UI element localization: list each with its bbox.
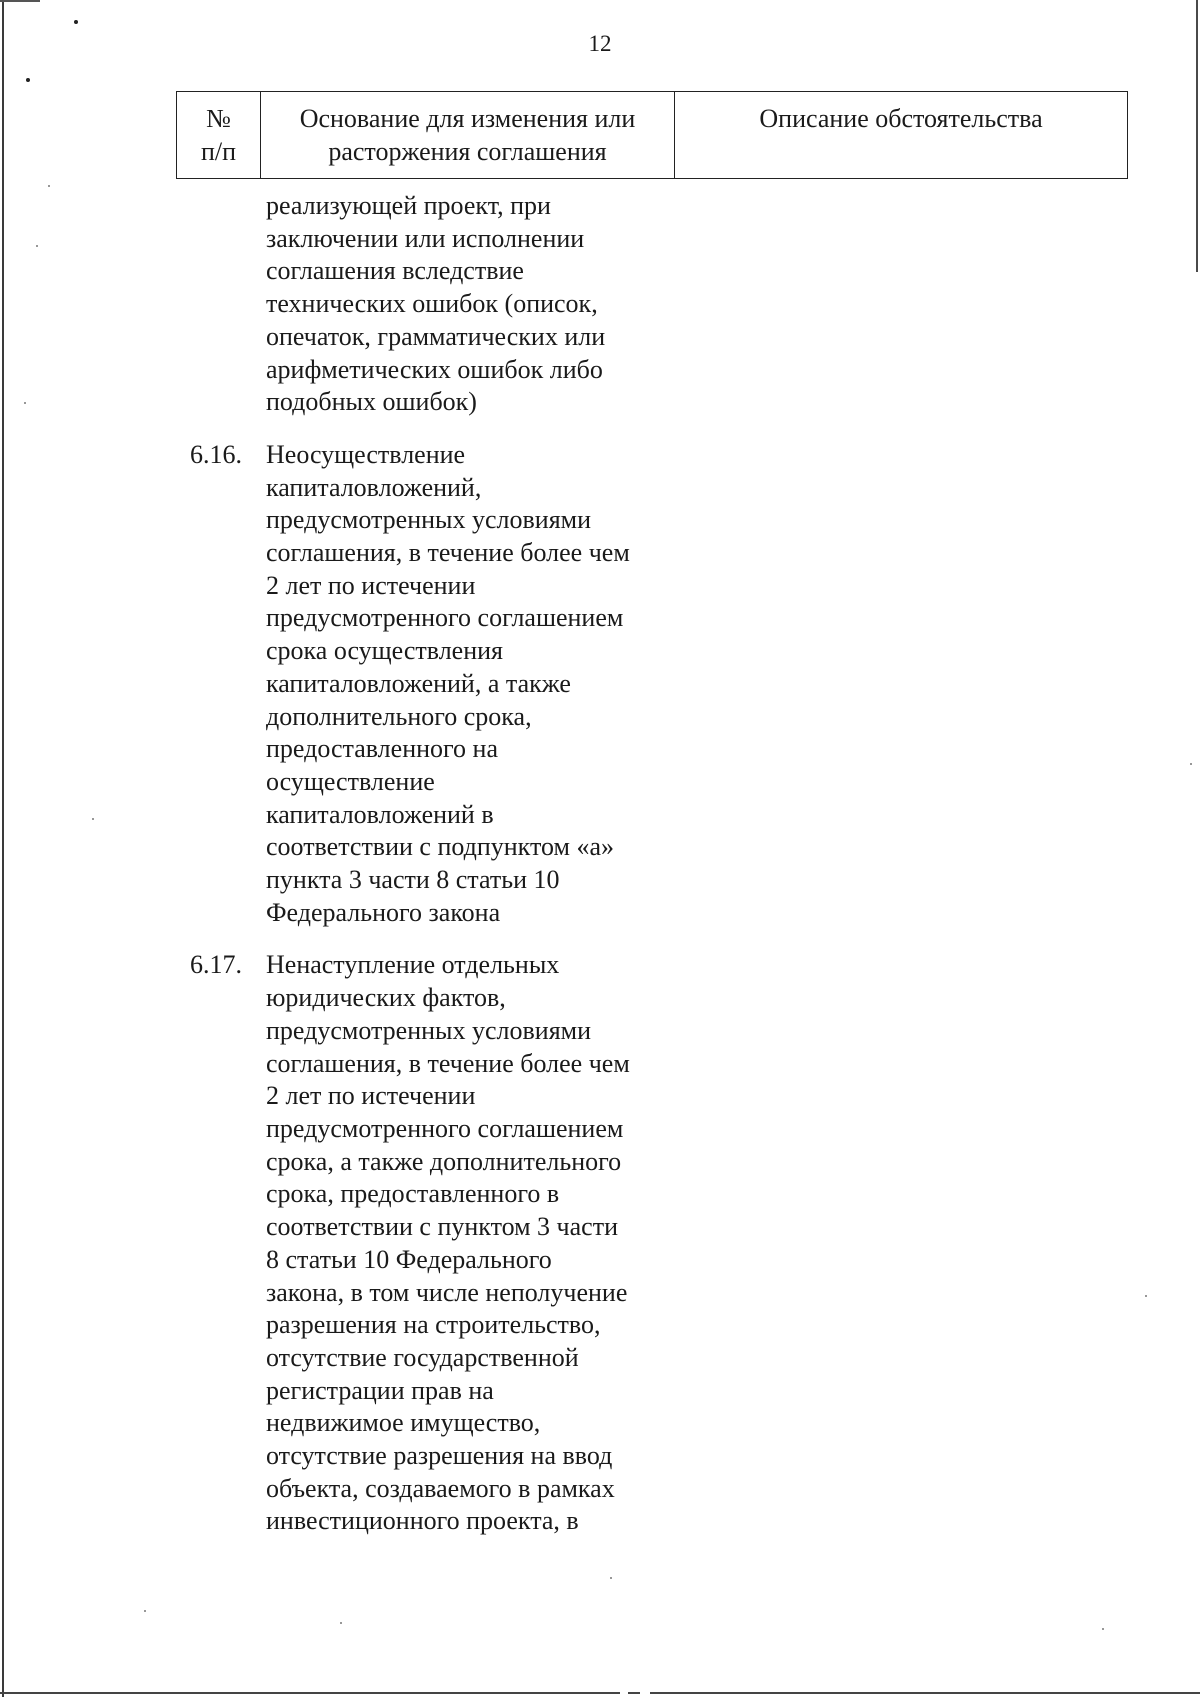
table-row [176,949,1128,1538]
scan-speck [36,245,38,247]
row-basis-text [260,439,674,930]
header-cell-number [177,92,261,178]
scan-speck [48,185,50,187]
text-line: технических ошибок (описок, [266,289,598,319]
scan-speck [1102,1628,1104,1630]
text-line: объекта, создаваемого в рамках [266,1473,615,1503]
text-line: соглашения, в течение более чем [266,538,630,568]
text-line: соглашения вследствие [266,256,524,286]
text-line: капиталовложений в [266,799,494,829]
scan-border-bottom [0,1692,1200,1694]
text-line: предусмотренного соглашением [266,603,624,633]
text-line: арифметических ошибок либо [266,354,603,384]
header-cell-basis [261,92,675,178]
scan-speck [24,402,26,404]
scan-speck [610,1577,612,1579]
scan-speck [92,818,94,820]
table-body [176,190,1128,1538]
text-line: 2 лет по истечении [266,570,476,600]
text-line: 8 статьи 10 Федерального [266,1244,552,1274]
text-line: подобных ошибок) [266,387,477,417]
header-cell-description [675,92,1127,178]
row-basis-text [260,949,674,1538]
scan-border-left [2,0,4,1697]
row-number: 6.16. [190,439,242,469]
scan-speck [340,1622,342,1624]
header-text: № [206,104,231,133]
text-line: соответствии с подпунктом «а» [266,832,614,862]
text-line: предоставленного на [266,734,498,764]
text-line: юридических фактов, [266,983,506,1013]
text-line: срока осуществления [266,636,504,666]
scan-border-top [0,0,40,2]
text-line: соответствии с пунктом 3 части [266,1212,618,1242]
text-line: Неосуществление [266,439,466,469]
scan-speck [1190,763,1192,765]
scan-speck [26,78,30,82]
text-line: осуществление [266,766,435,796]
text-line: предусмотренного соглашением [266,1113,624,1143]
text-line: срока, а также дополнительного [266,1146,622,1176]
scan-speck [1145,1295,1147,1297]
text-line: недвижимое имущество, [266,1408,541,1438]
header-text: п/п [200,137,237,166]
text-line: заключении или исполнении [266,223,585,253]
text-line: капиталовложений, [266,472,482,502]
row-basis-text [260,190,674,419]
row-number: 6.17. [190,950,242,980]
text-line: пункта 3 части 8 статьи 10 [266,865,560,895]
scan-speck [144,1610,146,1612]
header-text: Описание обстоятельства [759,104,1043,133]
text-line: дополнительного срока, [266,701,532,731]
page-number: 12 [588,31,612,56]
text-line: соглашения, в течение более чем [266,1048,630,1078]
text-line: 2 лет по истечении [266,1081,476,1111]
header-text: Основание для изменения или [299,104,636,133]
text-line: отсутствие разрешения на ввод [266,1441,613,1471]
table-row [176,190,1128,419]
text-line: Ненаступление отдельных [266,950,560,980]
row-number [176,190,260,419]
text-line: срока, предоставленного в [266,1179,560,1209]
text-line: предусмотренных условиями [266,505,592,535]
text-line: отсутствие государственной [266,1342,579,1372]
header-text: расторжения соглашения [328,137,607,166]
table-header [176,91,1128,179]
text-line: Федерального закона [266,897,501,927]
text-line: капиталовложений, а также [266,668,571,698]
text-line: инвестиционного проекта, в [266,1506,579,1536]
text-line: предусмотренных условиями [266,1015,592,1045]
table-row [176,439,1128,930]
scan-speck [74,20,78,24]
text-line: реализующей проект, при [266,191,551,220]
text-line: разрешения на строительство, [266,1310,601,1340]
text-line: закона, в том числе неполучение [266,1277,628,1307]
text-line: опечаток, грамматических или [266,321,606,351]
text-line: регистрации прав на [266,1375,494,1405]
